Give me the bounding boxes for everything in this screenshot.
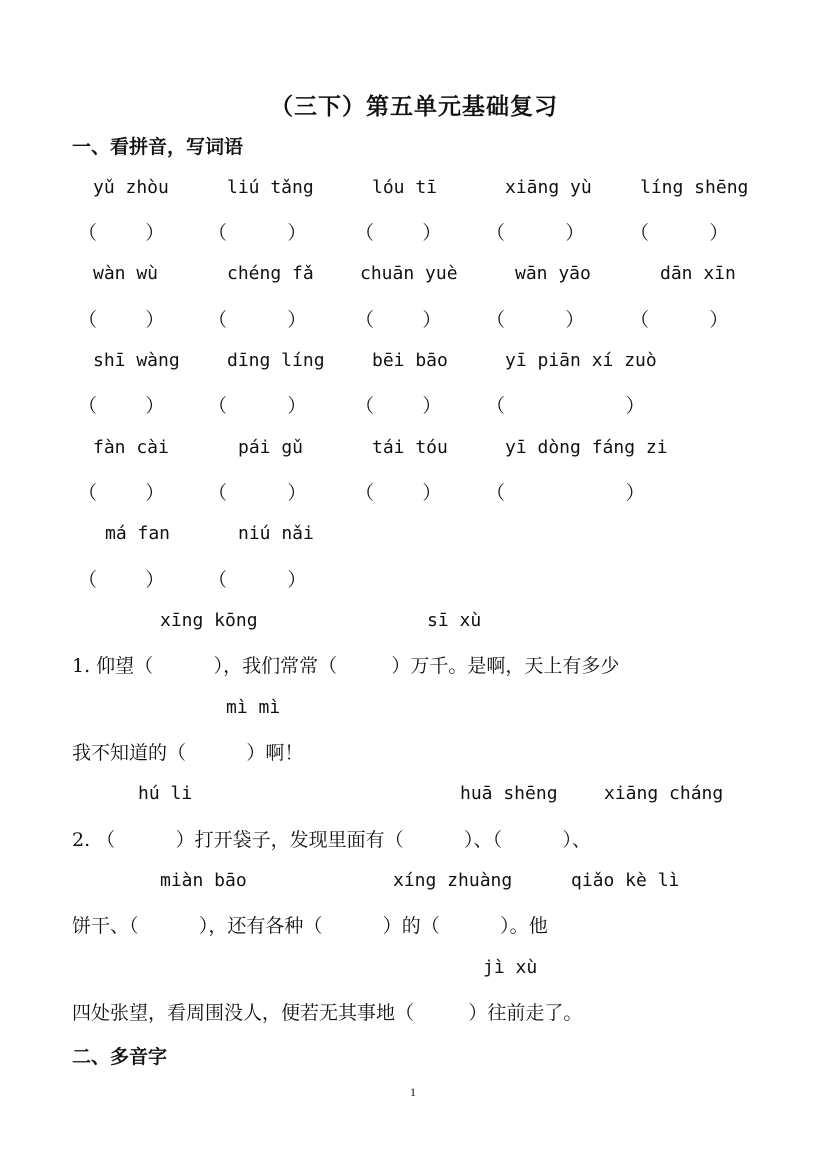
pinyin-label: xīng kōng	[160, 610, 258, 631]
answer-blank[interactable]: （ ）	[486, 482, 645, 504]
answer-blank[interactable]: （ ）	[78, 309, 165, 331]
sentence-line: 1. 仰望（ ），我们常常（ ）万千。是啊，天上有多少	[72, 655, 620, 677]
answer-blank[interactable]: （ ）	[208, 222, 307, 244]
answer-blank[interactable]: （ ）	[78, 395, 165, 417]
answer-blank[interactable]: （ ）	[208, 569, 307, 591]
sentence-line: 我不知道的（ ）啊！	[72, 742, 304, 764]
answer-blank[interactable]: （ ）	[78, 569, 165, 591]
answer-blank[interactable]: （ ）	[355, 482, 442, 504]
pinyin-label: niú nǎi	[238, 523, 314, 544]
pinyin-label: tái tóu	[372, 437, 448, 458]
pinyin-label: xiāng cháng	[604, 783, 724, 804]
answer-blank[interactable]: （ ）	[486, 222, 585, 244]
pinyin-label: wān yāo	[515, 263, 591, 284]
pinyin-label: xíng zhuàng	[393, 870, 513, 891]
section-heading-polyphonic: 二、多音字	[72, 1046, 168, 1068]
pinyin-label: chéng fǎ	[227, 263, 314, 284]
answer-blank[interactable]: （ ）	[355, 309, 442, 331]
pinyin-label: huā shēng	[460, 783, 558, 804]
sentence-line: 四处张望，看周围没人，便若无其事地（ ）往前走了。	[72, 1002, 583, 1024]
pinyin-label: dān xīn	[660, 263, 736, 284]
pinyin-label: yī dòng fáng zi	[505, 437, 668, 458]
answer-blank[interactable]: （ ）	[355, 395, 442, 417]
pinyin-label: líng shēng	[640, 177, 749, 198]
pinyin-label: má fan	[105, 523, 171, 544]
pinyin-label: liú tǎng	[227, 177, 314, 198]
answer-blank[interactable]: （ ）	[208, 395, 307, 417]
pinyin-label: bēi bāo	[372, 350, 448, 371]
page-title: （三下）第五单元基础复习	[270, 93, 558, 120]
section-heading-pinyin-words: 一、看拼音，写词语	[72, 136, 244, 158]
pinyin-label: pái gǔ	[238, 437, 304, 458]
answer-blank[interactable]: （ ）	[486, 309, 585, 331]
pinyin-label: wàn wù	[93, 263, 159, 284]
sentence-line: 2. （ ）打开袋子，发现里面有（ ）、（ ）、	[72, 829, 591, 851]
answer-blank[interactable]: （ ）	[208, 482, 307, 504]
answer-blank[interactable]: （ ）	[78, 222, 165, 244]
pinyin-label: hú li	[138, 783, 193, 804]
pinyin-label: shī wàng	[93, 350, 180, 371]
pinyin-label: chuān yuè	[360, 263, 458, 284]
pinyin-label: xiāng yù	[505, 177, 592, 198]
pinyin-label: jì xù	[483, 957, 538, 978]
pinyin-label: yǔ zhòu	[93, 177, 169, 198]
pinyin-label: lóu tī	[372, 177, 438, 198]
answer-blank[interactable]: （ ）	[630, 309, 729, 331]
answer-blank[interactable]: （ ）	[355, 222, 442, 244]
pinyin-label: mì mì	[226, 697, 281, 718]
pinyin-label: qiǎo kè lì	[571, 870, 680, 891]
pinyin-label: fàn cài	[93, 437, 169, 458]
page-number: 1	[410, 1085, 416, 1099]
sentence-line: 饼干、（ ），还有各种（ ）的（ ）。他	[72, 915, 548, 937]
answer-blank[interactable]: （ ）	[630, 222, 729, 244]
pinyin-label: miàn bāo	[160, 870, 247, 891]
pinyin-label: sī xù	[427, 610, 482, 631]
answer-blank[interactable]: （ ）	[78, 482, 165, 504]
answer-blank[interactable]: （ ）	[208, 309, 307, 331]
pinyin-label: dīng líng	[227, 350, 325, 371]
pinyin-label: yī piān xí zuò	[505, 350, 657, 371]
answer-blank[interactable]: （ ）	[486, 395, 645, 417]
